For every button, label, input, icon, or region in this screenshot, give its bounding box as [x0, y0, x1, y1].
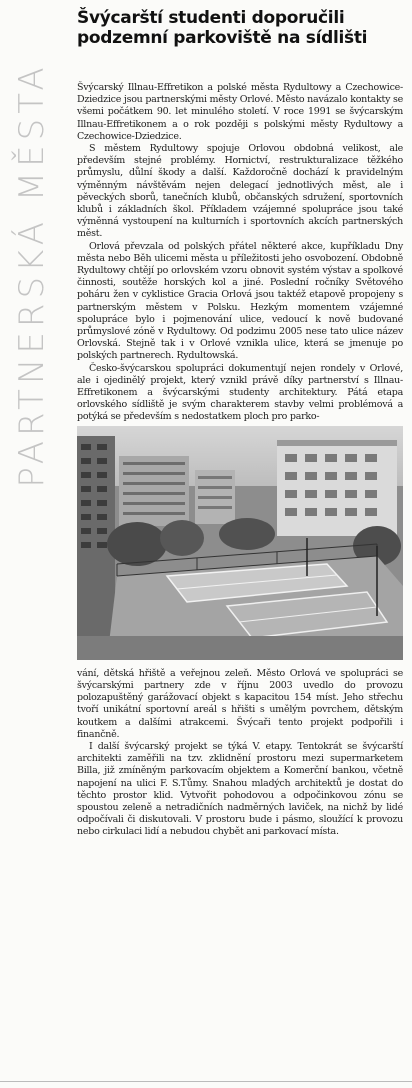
headline [77, 8, 403, 48]
section-label-text: PARTNERSKÁ MĚSTA [12, 62, 52, 488]
paragraph-1: Švýcarský Illnau-Effretikon a polské města Rydultowy a Czechowice-Dziedzice jsou partnerskými městy Orlové. Město navázalo kontakty se všemi počátkem 90. let minulého století. V roce 1991 se švýcarským Illnau-Effretikonem a o rok později s polskými městy Rydultowy a Czechowice-Dziedzice. [77, 82, 403, 142]
article [77, 8, 403, 839]
photo-housing-estate-sports-roof [77, 426, 403, 660]
section-label [2, 40, 62, 510]
paragraph-4: Česko-švýcarskou spolupráci dokumentují nejen rondely v Orlové, ale i ojedinělý projekt, který vznikl právě díky partnerství s Illnau-Effretikonem a švýcarskými studenty architektury. Pátá etapa orlovského sídliště je svým charakterem stavby velmi problémová a potýká se především s nedostatkem ploch pro parko- [77, 362, 403, 423]
paragraph-3: Orlová převzala od polských přátel některé akce, kupříkladu Dny města nebo Běh ulicemi města u příležitosti jeho osvobození. Obdobně Rydultowy chtějí po orlovském vzoru obnovit systém výstav a spolkové činnosti, soutěže horských kol a jiné. Poslední ročníky Světového poháru žen v cyklistice Gracia Orlová jsou taktéž etapově propojeny s partnerským městem v Polsku. Hezkým momentem vzájemné spolupráce bylo i pojmenování ulice, vedoucí k nově budované průmyslové zóně v Rydultowy. Od podzimu 2005 nese tato ulice název Orlovská. Stejně tak i v Orlové vznikla ulice, která se jmenuje po polských partnerech. Rydultowská. [77, 240, 403, 362]
paragraph-2: S městem Rydultowy spojuje Orlovou obdobná velikost, ale především stejné problémy. Hornictví, restrukturalizace těžkého průmyslu, důlní škody a další. Každoročně dochází k pravidelným výměnným návštěvám nejen delegací jednotlivých měst, ale i pěveckých sborů, tanečních klubů, občanských sdružení, sportovních klubů i základních škol. Příkladem vzájemné spolupráce jsou také výměnná vystoupení na kulturních i sportovních akcích partnerských měst. [77, 143, 403, 240]
headline-line-2: podzemní parkoviště na sídlišti [77, 28, 368, 48]
paragraph-6: I další švýcarský projekt se týká V. etapy. Tentokrát se švýcarští architekti zaměřili na tzv. zklidnění prostoru mezi supermarketem Billa, již zmíněným parkovacím objektem a Komerční bankou, včetně napojení na ulici F. S.Tůmy. Snahou mladých architektů je dostat do těchto prostor klid. Vytvořit pohodovou a odpočinkovou zónu se spoustou zeleně a netradičních nadměrných laviček, na nichž by lidé odpočívali či diskutovali. V prostoru bude i pásmo, sloužící k provozu nebo cirkulaci lidí a nebudou chybět ani parkovací místa. [77, 740, 403, 838]
article-body-bottom [77, 668, 403, 839]
paragraph-5: vání, dětská hřiště a veřejnou zeleň. Město Orlová ve spolupráci se švýcarskými partnery zde v říjnu 2003 uvedlo do provozu polozapuštěný garážovací objekt s kapacitou 154 míst. Jeho střechu tvoří unikátní sportovní areál s hřišti s umělým povrchem, dětským koutkem a dalšími atrakcemi. Švýcaři tento projekt podpořili i finančně. [77, 667, 403, 740]
article-body-top [77, 82, 403, 424]
bottom-rule [0, 1081, 412, 1082]
headline-line-1: Švýcarští studenti doporučili [77, 8, 345, 28]
